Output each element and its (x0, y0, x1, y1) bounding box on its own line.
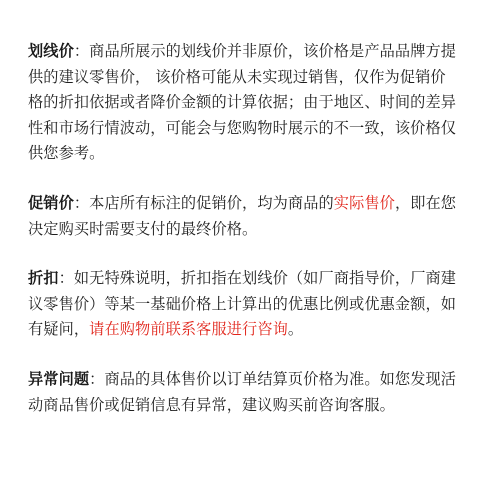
discount-term: 折扣 (28, 269, 59, 288)
abnormal-colon: ： (89, 369, 105, 388)
abnormal-section (28, 367, 460, 418)
promo-price-text-before: 本店所有标注的促销价，均为商品的 (89, 193, 334, 212)
discount-colon: ： (58, 269, 74, 288)
discount-text-after: 。 (287, 320, 304, 339)
promo-price-text-after: ，即在您决定购买时需要支付的最终价格。 (28, 193, 457, 238)
promo-price-highlight: 实际售价 (333, 193, 395, 212)
abnormal-term: 异常问题 (28, 369, 90, 388)
discount-highlight: 请在购物前联系客服进行咨询 (89, 320, 288, 339)
promo-price-term: 促销价 (28, 193, 74, 212)
discount-section (28, 266, 460, 343)
original-price-section (28, 39, 460, 167)
original-price-colon: ： (73, 42, 90, 60)
discount-text-before: 如无特殊说明，折扣指在划线价（如厂商指导价，厂商建议零售价）等某一基础价格上计算出的优惠比例或优惠金额，如有疑问， (28, 269, 457, 339)
original-price-term: 划线价 (28, 42, 74, 60)
original-price-text: 商品所展示的划线价并非原价，该价格是产品品牌方提供的建议零售价， 该价格可能从未实现过销售，仅作为促销价格的折扣依据或者降价金额的计算依据；由于地区、时间的差异性和市场行情波动，可能会与您购物时展示的不一致，该价格仅供您参考。 (28, 42, 457, 163)
promo-price-section (28, 191, 460, 242)
promo-price-colon: ： (73, 193, 90, 212)
abnormal-text: 商品的具体售价以订单结算页价格为准。如您发现活动商品售价或促销信息有异常，建议购买前咨询客服。 (28, 369, 457, 414)
